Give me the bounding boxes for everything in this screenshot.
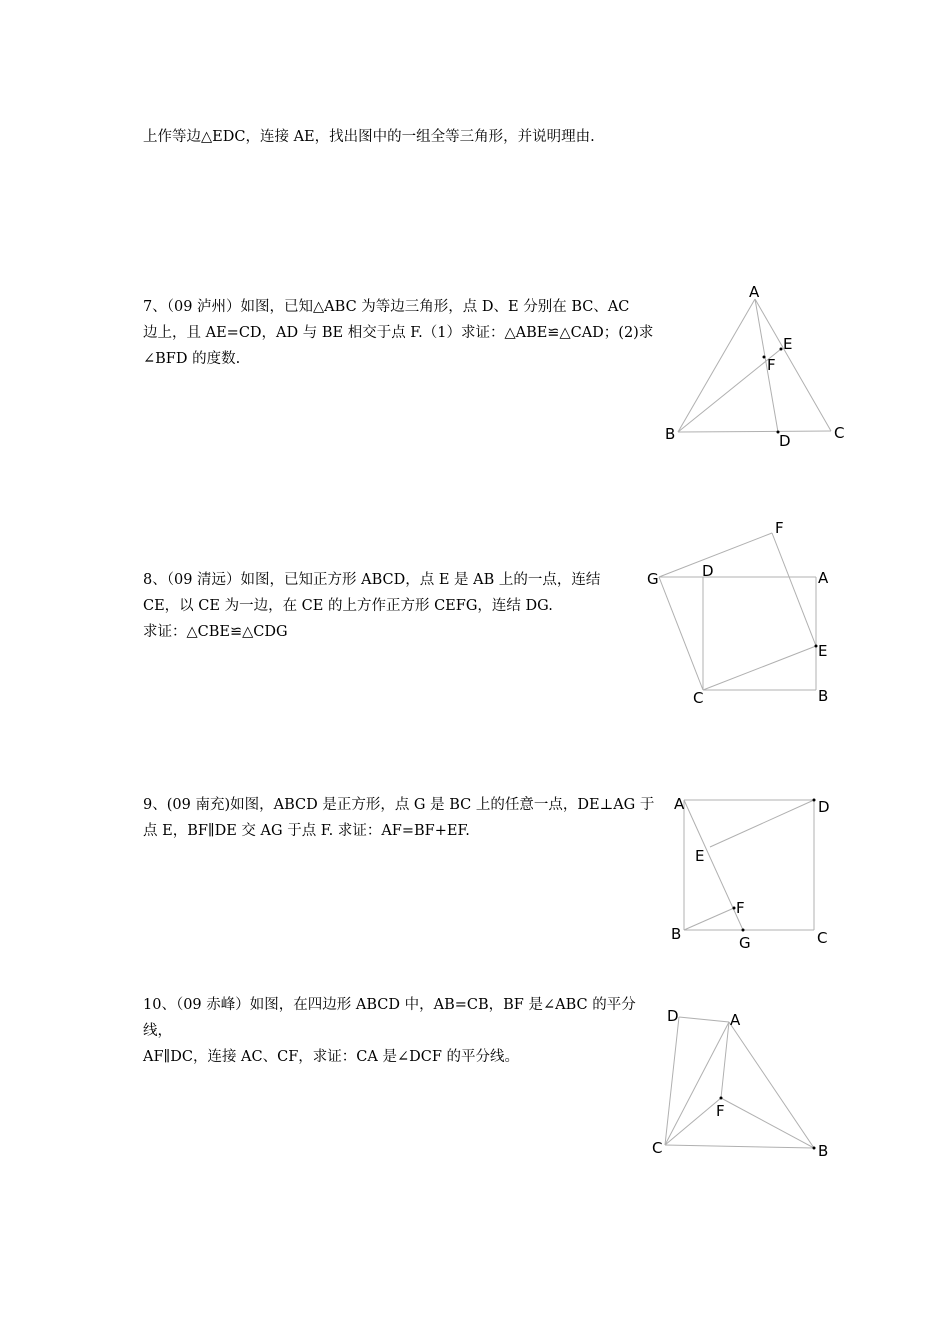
point-f [763, 356, 766, 359]
problem-9-text [143, 792, 658, 844]
label-e: E [695, 847, 705, 865]
label-f: F [716, 1102, 725, 1120]
segment-de [710, 800, 814, 847]
label-b: B [671, 925, 682, 943]
label-g: G [739, 934, 751, 952]
problem-7-text [143, 294, 658, 372]
label-a: A [818, 569, 829, 587]
label-f: F [767, 356, 776, 374]
segment-af [721, 1022, 729, 1098]
label-g: G [647, 570, 659, 588]
problem-8-text [143, 567, 658, 645]
problem-10-text [143, 992, 658, 1070]
label-a: A [749, 283, 760, 301]
label-c: C [693, 689, 704, 707]
segment-fb [721, 1098, 814, 1148]
label-b: B [818, 1142, 829, 1160]
segment-cb [665, 1145, 814, 1148]
label-b: B [818, 687, 829, 705]
label-f: F [775, 519, 784, 537]
segment-fg [659, 533, 772, 577]
label-f: F [736, 899, 745, 917]
segment-ca [665, 1022, 729, 1145]
point-f [720, 1097, 723, 1100]
segment-bf [684, 908, 734, 930]
problem-9-line: 点 E，BF∥DE 交 AG 于点 F. 求证：AF=BF+EF. [143, 823, 470, 839]
segment-bc [678, 431, 831, 432]
problem-10-figure [645, 1000, 840, 1165]
label-d: D [779, 432, 791, 450]
problem-7-figure [650, 275, 860, 455]
problem-7-line: 边上，且 AE=CD，AD 与 BE 相交于点 F.（1）求证：△ABE≌△CAD；(2)求 [143, 325, 654, 341]
label-e: E [783, 335, 793, 353]
problem-9-figure [665, 790, 845, 955]
problem-9-line: 9、(09 南充)如图，ABCD 是正方形，点 G 是 BC 上的任意一点，DE⊥AG 于 [143, 797, 655, 813]
label-e: E [818, 642, 828, 660]
point-d [813, 799, 816, 802]
segment-gc [659, 577, 703, 690]
segment-ab [678, 299, 755, 432]
intro-text: 上作等边△EDC，连接 AE，找出图中的一组全等三角形，并说明理由. [143, 129, 595, 145]
segment-ab [729, 1022, 814, 1148]
segment-ag [684, 800, 743, 930]
problem-7-line: 7、（09 泸州）如图，已知△ABC 为等边三角形，点 D、E 分别在 BC、AC [143, 299, 630, 315]
label-c: C [652, 1139, 663, 1157]
segment-be [678, 349, 781, 432]
label-c: C [834, 424, 845, 442]
segment-dc [665, 1017, 679, 1145]
label-d: D [818, 798, 830, 816]
problem-8-figure [640, 515, 840, 710]
label-a: A [674, 795, 685, 813]
segment-ef [772, 533, 816, 646]
label-c: C [817, 929, 828, 947]
segment-da [679, 1017, 729, 1022]
label-a: A [730, 1011, 741, 1029]
problem-8-line: 求证：△CBE≌△CDG [143, 624, 288, 640]
label-d: D [702, 562, 714, 580]
problem-8-line: 8、（09 清远）如图，已知正方形 ABCD，点 E 是 AB 上的一点，连结 [143, 572, 601, 588]
problem-8-line: CE，以 CE 为一边，在 CE 的上方作正方形 CEFG，连结 DG. [143, 598, 553, 614]
point-b [813, 1147, 816, 1150]
label-b: B [665, 425, 676, 443]
segment-ce [703, 646, 816, 690]
label-d: D [667, 1007, 679, 1025]
point-g [742, 929, 745, 932]
problem-10-line: AF∥DC，连接 AC、CF，求证：CA 是∠DCF 的平分线。 [143, 1049, 519, 1065]
problem-7-line: ∠BFD 的度数. [143, 351, 241, 367]
problem-10-line: 10、（09 赤峰）如图，在四边形 ABCD 中，AB=CB，BF 是∠ABC 的平分线， [143, 997, 636, 1039]
segment-cf [665, 1098, 721, 1145]
